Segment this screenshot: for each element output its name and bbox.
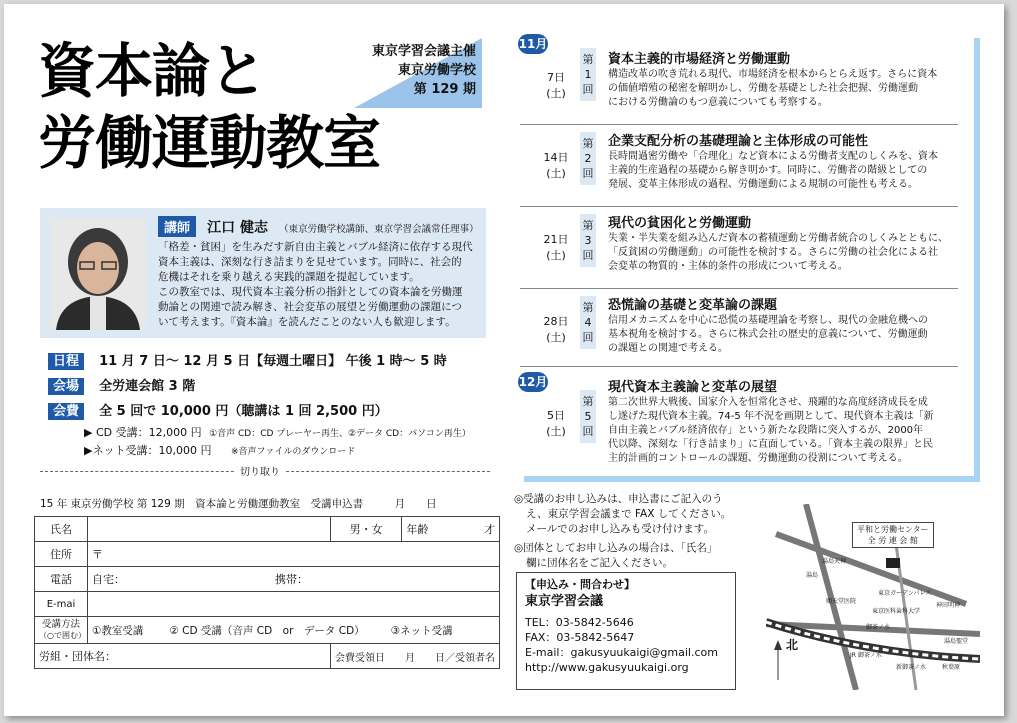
organizer-block <box>334 42 476 99</box>
contact-heading: 【申込み・問合わせ】 <box>525 578 635 591</box>
venue-text: 全労連会館 3 階 <box>99 379 196 394</box>
method-option-classroom[interactable]: ①教室受講 <box>92 624 144 637</box>
cd-row <box>84 424 471 440</box>
map-label: 東京ガーデンパレス <box>878 590 932 597</box>
teacher-name: 江口 健志 <box>207 220 268 236</box>
method-options[interactable] <box>88 617 500 644</box>
intro-line: 資本主義は、深刻な行き詰まりを見せています。同時に、社会的 <box>158 256 462 268</box>
lecture-date-day: 21日 <box>543 233 569 246</box>
map-label: 湯島 <box>806 572 819 579</box>
name-label: 氏名 <box>35 517 88 542</box>
venue-row <box>48 375 195 394</box>
lecture-number: 第 4 回 <box>580 296 596 349</box>
lecture-date <box>536 70 576 102</box>
lecture-desc: 構造改革の吹き荒れる現代、市場経済を根本からとらえ返す。さらに資本 の価値増殖の秘密を解明かし、労働を基礎とした社会把握、労働運動 における労働論のもつ意義についても考察する。 <box>608 69 938 108</box>
lecture-date <box>536 408 576 440</box>
lecture-date-dow: (土) <box>546 87 566 100</box>
lecture-number: 第 3 回 <box>580 214 596 267</box>
application-form <box>34 516 500 669</box>
teacher-intro <box>158 240 480 330</box>
map-label: 新御茶ノ水 <box>896 664 927 671</box>
note-line: ◎受講のお申し込みは、申込書にご記入のう <box>514 493 723 505</box>
map-center-sub: 全 労 連 会 館 <box>867 536 918 545</box>
map-label: 順天堂医院 <box>826 598 857 605</box>
method-label <box>35 617 88 644</box>
lecture-separator <box>520 206 958 207</box>
contact-org: 東京学習会議 <box>525 594 604 609</box>
email-field[interactable] <box>88 592 500 617</box>
teacher-affiliation: （東京労働学校講師、東京学習会議常任理事） <box>279 224 479 235</box>
lecture-item <box>543 128 958 202</box>
method-note: （○で囲む） <box>39 631 86 640</box>
net-row <box>84 442 355 458</box>
email-label: E-mai <box>35 592 88 617</box>
lecture-date <box>536 150 576 182</box>
home-phone-label: 自宅： <box>92 573 125 586</box>
notes-block <box>514 492 731 571</box>
net-text: ▶ネット受講：10,000 円 <box>84 444 212 457</box>
lecture-item <box>548 44 958 118</box>
note-line: メールでのお申し込みも受け付けます。 <box>526 523 714 535</box>
flyer-page <box>4 4 1004 716</box>
intro-line: この教室では、現代資本主義分析の指針としての資本論を労働運 <box>158 286 463 298</box>
teacher-tag: 講師 <box>158 216 196 237</box>
contact-email[interactable]: E-mail：gakusyuukaigi@gmail.com <box>525 646 718 659</box>
organizer-line-1: 東京学習会議主催 <box>371 44 476 59</box>
address-field[interactable]: 〒 <box>88 542 500 567</box>
mobile-phone-label: 携帯： <box>275 573 308 586</box>
lecture-date-day: 28日 <box>543 315 569 328</box>
receipt-field: 会費受領日 月 日／受領者名 <box>331 644 500 669</box>
lecture-date-dow: (土) <box>546 249 566 262</box>
intro-line: 「格差・貧困」を生みだす新自由主義とバブル経済に依存する現代 <box>158 241 473 253</box>
lecture-date-day: 14日 <box>543 151 569 164</box>
intro-line: 危機はそれを乗り越える実践的課題を提起しています。 <box>158 271 420 283</box>
map-center-box <box>852 522 934 548</box>
note-line: 欄に団体名をご記入ください。 <box>526 557 673 569</box>
cd-note: ①音声 CD：CD プレーヤー再生、②データ CD：パソコン再生） <box>209 429 471 439</box>
contact-fax: FAX：03-5842-5647 <box>525 631 635 644</box>
cd-text: ▶ CD 受講：12,000 円 <box>84 426 202 439</box>
lecture-number: 第 1 回 <box>580 48 596 101</box>
map-label: JR 御茶ノ水 <box>850 652 882 659</box>
contact-box <box>516 572 736 690</box>
cut-label: 切り取り <box>234 463 286 478</box>
form-header: 15 年 東京労働学校 第 129 期 資本論と労働運動教室 受講申込書 月 日 <box>40 498 437 510</box>
map-center-label: 平和と労働センター <box>857 525 929 534</box>
month-badge-november: 11月 <box>518 34 548 54</box>
schedule-row <box>48 350 447 369</box>
contact-url[interactable]: http://www.gakusyuukaigi.org <box>525 661 689 674</box>
lecture-item <box>543 210 958 284</box>
note-line: え、東京学習会議まで FAX してください。 <box>526 508 732 520</box>
fee-row <box>48 400 388 419</box>
name-field[interactable] <box>88 517 331 542</box>
age-label: 年齢 <box>406 523 429 536</box>
schedule-text: 11 月 7 日〜 12 月 5 日【毎週土曜日】 午後 1 時〜 5 時 <box>99 354 447 369</box>
age-field[interactable] <box>402 517 500 542</box>
lecture-title: 現代の貧困化と労働運動 <box>608 216 752 231</box>
map-label: 秋葉原 <box>942 664 961 671</box>
phone-label: 電話 <box>35 567 88 592</box>
lecture-date-dow: (土) <box>546 331 566 344</box>
lecture-title: 資本主義的市場経済と労働運動 <box>608 52 791 67</box>
intro-line: 動論との関連で読み解き、社会変革の展望と労働運動の課題につ <box>158 301 462 313</box>
age-unit: 才 <box>484 523 495 536</box>
title-line-1: 資本論と <box>38 37 267 105</box>
organizer-line-2: 東京労働学校 <box>397 63 476 78</box>
contact-tel: TEL：03-5842-5646 <box>525 616 634 629</box>
access-map <box>766 504 980 690</box>
lecture-date-dow: (土) <box>546 167 566 180</box>
venue-label: 会場 <box>48 378 84 395</box>
sex-field[interactable]: 男・女 <box>331 517 402 542</box>
month-badge-december: 12月 <box>518 372 548 392</box>
method-label-text: 受講方法 <box>41 619 80 630</box>
lecture-title: 恐慌論の基礎と変革論の課題 <box>608 298 778 313</box>
lecture-number: 第 5 回 <box>580 390 596 443</box>
intro-line: いて考えます。『資本論』を読んだことのない人も歓迎します。 <box>158 316 456 328</box>
teacher-photo <box>50 218 146 330</box>
map-label: 御茶ノ水 <box>866 624 891 631</box>
lecture-date-dow: (土) <box>546 425 566 438</box>
lecture-item <box>543 292 958 366</box>
lecture-desc: 失業・半失業を組み込んだ資本の蓄積運動と労働者統合のしくみとともに、 「反貧困の労働運動」の可能性を検討する。さらに労働の社会化による社 会変革の物質的・主体的条件の形成について考える。 <box>608 233 948 272</box>
title-line-2: 労働運動教室 <box>38 109 381 177</box>
map-north: 北 <box>786 638 799 652</box>
note-line: ◎団体としてお申し込みの場合は、「氏名」 <box>514 542 718 554</box>
lecture-number: 第 2 回 <box>580 132 596 185</box>
lecture-title: 企業支配分析の基礎理論と主体形成の可能性 <box>608 134 869 149</box>
method-option-net[interactable]: ③ネット受講 <box>390 624 453 637</box>
lecture-separator <box>520 366 958 367</box>
lecture-desc: 第二次世界大戦後、国家介入を恒常化させ、飛躍的な高度経済成長を成 し遂げた現代資本主義。74-5 年不況を画期として、現代資本主義は「新 自由主義とバブル経済依存」という新たな段階に突入するが、2000年 代以降、深刻な「行き詰まり」に直面している。「資本主義の限界」と民 主的計画的コントロールの課題、労働運動の役割について考える。 <box>608 397 934 464</box>
lecture-item <box>548 374 958 474</box>
method-option-cd[interactable]: ② CD 受講（音声 CD or データ CD） <box>169 624 365 637</box>
union-field[interactable]: 労組・団体名： <box>35 644 331 669</box>
organizer-line-3: 第 129 期 <box>413 82 476 97</box>
lecture-date-day: 5日 <box>547 409 565 422</box>
net-note: ※音声ファイルのダウンロード <box>230 447 356 457</box>
lecture-date <box>536 232 576 264</box>
lecture-separator <box>520 124 958 125</box>
lecture-title: 現代資本主義論と変革の展望 <box>608 380 778 395</box>
map-label: 湯島聖堂 <box>944 638 969 645</box>
teacher-heading <box>158 216 479 237</box>
address-label: 住所 <box>35 542 88 567</box>
map-label: 湯島天神 <box>822 558 847 565</box>
lecture-desc: 信用メカニズムを中心に恐慌の基礎理論を考察し、現代の金融危機への 基本視角を検討する。さらに株式会社の歴史的意義について、労働運動 の課題との関連で考える。 <box>608 315 928 354</box>
phone-field[interactable] <box>88 567 500 592</box>
lecture-desc: 長時間過密労働や「合理化」など資本による労働者支配のしくみを、資本 主義的生産過程の基礎から解き明かす。同時に、労働者の階級としての 発展、変革主体形成の過程、労働運動による規制の可能性も考える。 <box>608 151 938 190</box>
map-label: 東京医科歯科大学 <box>872 608 921 615</box>
lecture-separator <box>520 288 958 289</box>
fee-text: 全 5 回で 10,000 円（聴講は 1 回 2,500 円） <box>99 404 388 419</box>
schedule-label: 日程 <box>48 353 84 370</box>
fee-label: 会費 <box>48 403 84 420</box>
lecture-date-day: 7日 <box>547 71 565 84</box>
map-label: 神田明神 <box>936 602 961 609</box>
lecture-date <box>536 314 576 346</box>
